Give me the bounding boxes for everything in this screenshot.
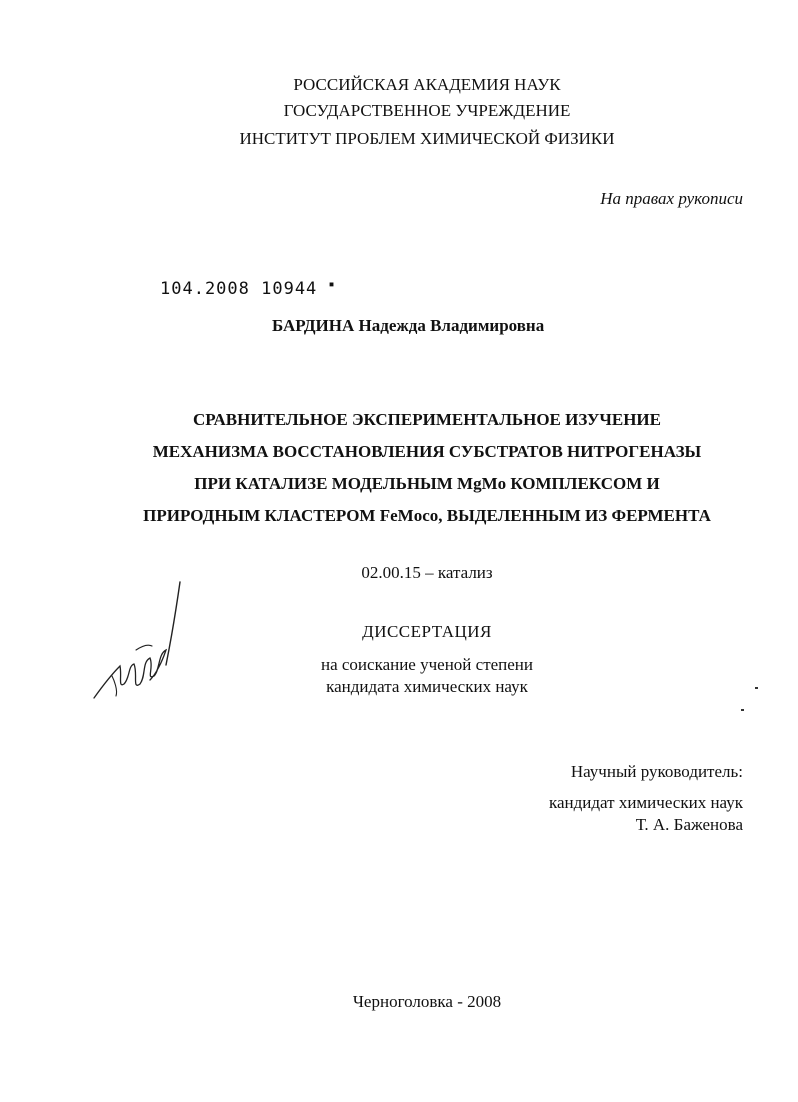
scan-mark xyxy=(755,687,758,689)
author-name xyxy=(272,316,544,336)
author-given-names: Надежда Владимировна xyxy=(358,316,545,335)
advisor-label: Научный руководитель: xyxy=(570,762,743,781)
advisor-degree: кандидат химических наук xyxy=(549,793,743,812)
institution-line-1: РОССИЙСКАЯ АКАДЕМИЯ НАУК xyxy=(293,75,561,94)
title-line-4: ПРИРОДНЫМ КЛАСТЕРОМ FeMoco, ВЫДЕЛЕННЫМ ИЗ ФЕРМЕНТА xyxy=(143,506,711,525)
degree-line-2: кандидата химических наук xyxy=(326,677,528,696)
manuscript-rights-note: На правах рукописи xyxy=(600,189,743,208)
institution-line-2: ГОСУДАРСТВЕННОЕ УЧРЕЖДЕНИЕ xyxy=(283,101,571,120)
title-line-2: МЕХАНИЗМА ВОССТАНОВЛЕНИЯ СУБСТРАТОВ НИТРОГЕНАЗЫ xyxy=(152,442,702,461)
title-line-1: СРАВНИТЕЛЬНОЕ ЭКСПЕРИМЕНТАЛЬНОЕ ИЗУЧЕНИЕ xyxy=(193,410,661,429)
advisor-name: Т. А. Баженова xyxy=(635,815,743,834)
city-year: Черноголовка - 2008 xyxy=(352,992,502,1011)
title-line-3: ПРИ КАТАЛИЗЕ МОДЕЛЬНЫМ MgMo КОМПЛЕКСОМ И xyxy=(194,474,660,493)
handwritten-signature xyxy=(92,580,202,705)
specialty-code: 02.00.15 – катализ xyxy=(361,563,493,582)
library-stamp-number xyxy=(160,279,336,299)
document-type: ДИССЕРТАЦИЯ xyxy=(362,622,492,641)
scan-mark xyxy=(741,709,744,711)
author-surname: БАРДИНА xyxy=(272,316,355,335)
stamp-number-text: 104.2008 10944 xyxy=(160,279,318,299)
degree-line-1: на соискание ученой степени xyxy=(320,655,534,674)
institution-line-3: ИНСТИТУТ ПРОБЛЕМ ХИМИЧЕСКОЙ ФИЗИКИ xyxy=(239,129,615,148)
stamp-dot-icon: ▪ xyxy=(328,279,336,290)
